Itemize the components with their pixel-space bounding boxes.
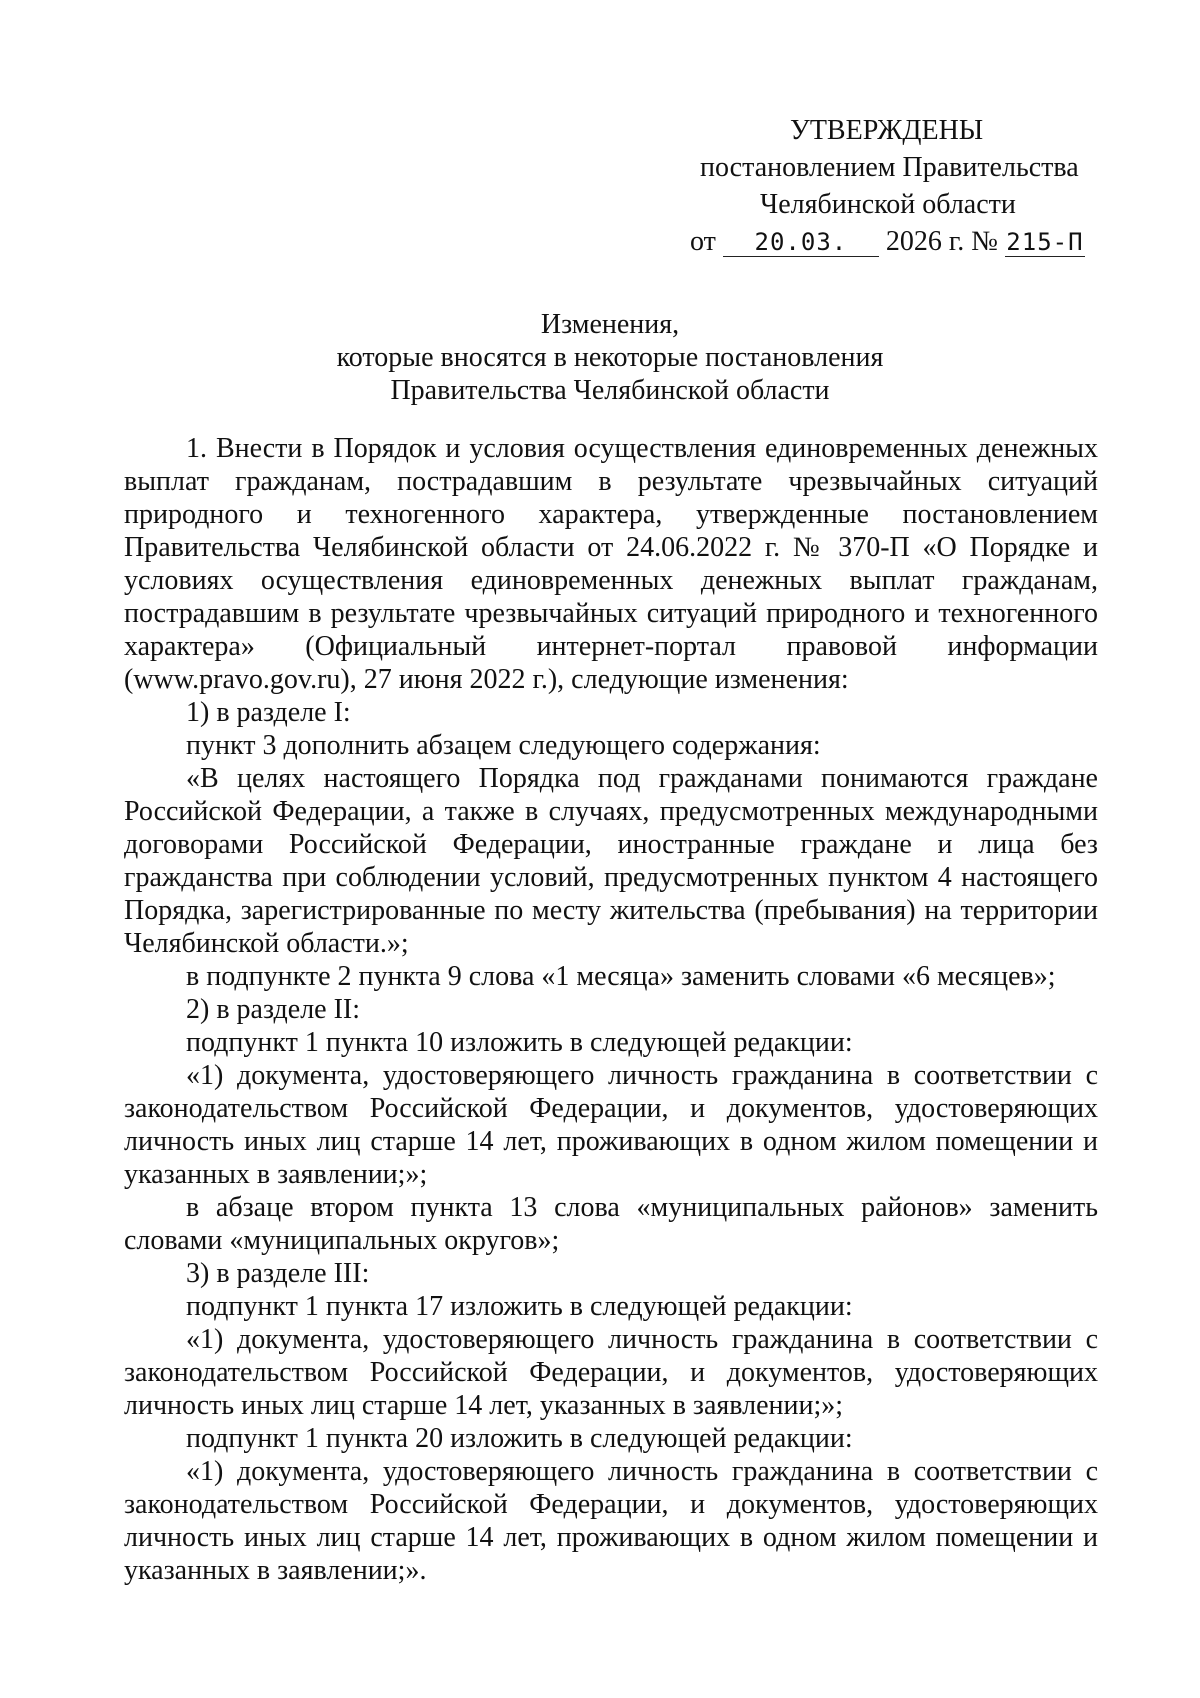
paragraph: 3) в разделе III: [186,1258,370,1289]
paragraph: 1. Внести в Порядок и условия осуществления единовременных денежных выплат гражданам, пострадавшим в результате чрезвычайных ситуаций природного и техногенного характера, утвержденные постановлением Правительства Челябинской области от 24.06.2022 г. № 370-П «О Порядке и условиях осуществления единовременных денежных выплат гражданам, пострадавшим в результате чрезвычайных ситуаций природного и техногенного характера» (Официальный интернет-портал правовой информации (www.pravo.gov.ru), 27 июня 2022 г.), следующие изменения: [124,433,1098,695]
paragraph: «1) документа, удостоверяющего личность гражданина в соответствии с законодательством Российской Федерации, и документов, удостоверяющих личность иных лиц старше 14 лет, проживающих в одном жилом помещении и указанных в заявлении;»; [124,1060,1098,1190]
heading-line-2: которые вносятся в некоторые постановления [336,342,884,373]
year-label: 2026 г. № [885,226,998,257]
approval-line-resolution: постановлением Правительства [700,152,1079,183]
paragraph: 1) в разделе I: [186,697,351,728]
paragraph: подпункт 1 пункта 10 изложить в следующей редакции: [186,1027,853,1058]
paragraph: 2) в разделе II: [186,994,361,1025]
paragraph: «1) документа, удостоверяющего личность гражданина в соответствии с законодательством Российской Федерации, и документов, удостоверяющих личность иных лиц старше 14 лет, указанных в заявлении;»; [124,1324,1098,1421]
approval-stamp-block [690,112,1120,260]
paragraph: «В целях настоящего Порядка под гражданами понимаются граждане Российской Федерации, а также в случаях, предусмотренных международными договорами Российской Федерации, иностранные граждане и лица без гражданства при соблюдении условий, предусмотренных пунктом 4 настоящего Порядка, зарегистрированные по месту жительства (пребывания) на территории Челябинской области.»; [124,763,1098,959]
paragraph: подпункт 1 пункта 20 изложить в следующей редакции: [186,1423,853,1454]
document-heading [120,308,1100,407]
document-body [124,432,1098,1587]
number-field: 215-П [1006,228,1084,256]
heading-line-3: Правительства Челябинской области [390,375,830,406]
paragraph: в подпункте 2 пункта 9 слова «1 месяца» заменить словами «6 месяцев»; [186,961,1056,992]
heading-line-1: Изменения, [540,309,680,340]
approval-title: УТВЕРЖДЕНЫ [790,115,984,146]
paragraph: подпункт 1 пункта 17 изложить в следующей редакции: [186,1291,853,1322]
paragraph: в абзаце втором пункта 13 слова «муниципальных районов» заменить словами «муниципальных округов»; [124,1192,1098,1256]
date-prefix: от [690,226,716,257]
paragraph: пункт 3 дополнить абзацем следующего содержания: [186,730,821,761]
approval-line-region: Челябинской области [760,189,1016,220]
approval-date-line [690,223,1120,260]
paragraph: «1) документа, удостоверяющего личность гражданина в соответствии с законодательством Российской Федерации, и документов, удостоверяющих личность иных лиц старше 14 лет, проживающих в одном жилом помещении и указанных в заявлении;». [124,1456,1098,1586]
date-field: 20.03. [723,228,879,257]
